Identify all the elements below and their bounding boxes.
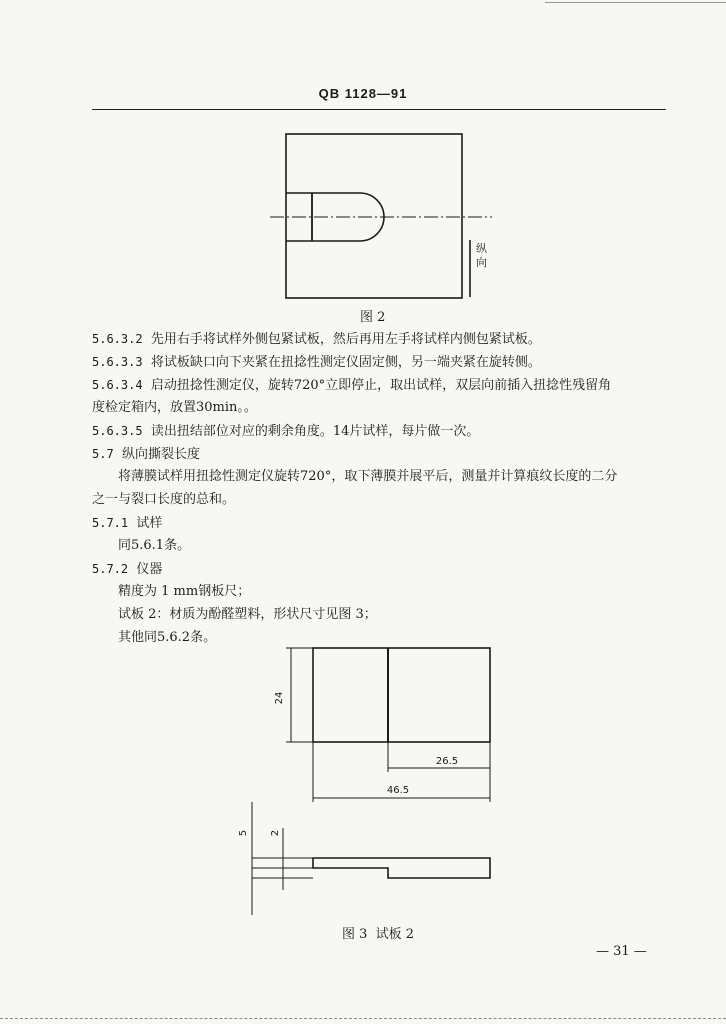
list-item: 5.6.3.3 将试板缺口向下夹紧在扭捻性测定仪固定侧，另一端夹紧在旋转侧。 [92,355,541,370]
section-heading: 5.7 纵向撕裂长度 [92,447,200,462]
section-heading: 5.7.2 仪器 [92,562,163,577]
figure-3-drawing [0,630,726,930]
figure-2-drawing [0,0,726,330]
list-item: 将薄膜试样用扭捻性测定仪旋转720°，取下薄膜并展平后，测量并计算痕纹长度的二分 [118,469,618,484]
list-item: 其他同5.6.2条。 [118,630,217,645]
figure-3-caption: 图 3 试板 2 [342,927,415,942]
right-dimension-label: 26.5 [435,756,459,767]
standard-code-header: QB 1128—91 [318,86,408,101]
direction-label: 纵 向 [476,242,487,269]
list-item: 度检定箱内，放置30min。。 [92,400,257,415]
list-item: 5.6.3.4 启动扭捻性测定仪，旋转720°立即停止，取出试样，双层向前插入扭捻性残留角 [92,378,612,393]
figure-2-caption: 图 2 [360,310,386,325]
list-item: 5.6.3.2 先用右手将试样外侧包紧试板，然后再用左手将试样内侧包紧试板。 [92,332,541,347]
list-item: 精度为 1 mm钢板尺； [118,584,251,599]
page-number: — 31 — [596,944,647,959]
list-item: 试板 2：材质为酚醛塑料，形状尺寸见图 3； [118,607,377,622]
plate-top-view [313,648,490,742]
step-dimension-label: 2 [270,829,281,837]
plate-side-view [313,858,490,878]
thickness-dimension-label: 5 [238,829,249,837]
list-item: 5.6.3.5 读出扭结部位对应的剩余角度。14片试样，每片做一次。 [92,424,480,439]
height-dimension-label: 24 [274,691,285,705]
total-dimension-label: 46.5 [386,785,410,796]
scan-bottom-edge [0,1018,726,1021]
list-item: 之一与裂口长度的总和。 [92,492,236,507]
section-heading: 5.7.1 试样 [92,516,163,531]
list-item: 同5.6.1条。 [118,538,191,553]
